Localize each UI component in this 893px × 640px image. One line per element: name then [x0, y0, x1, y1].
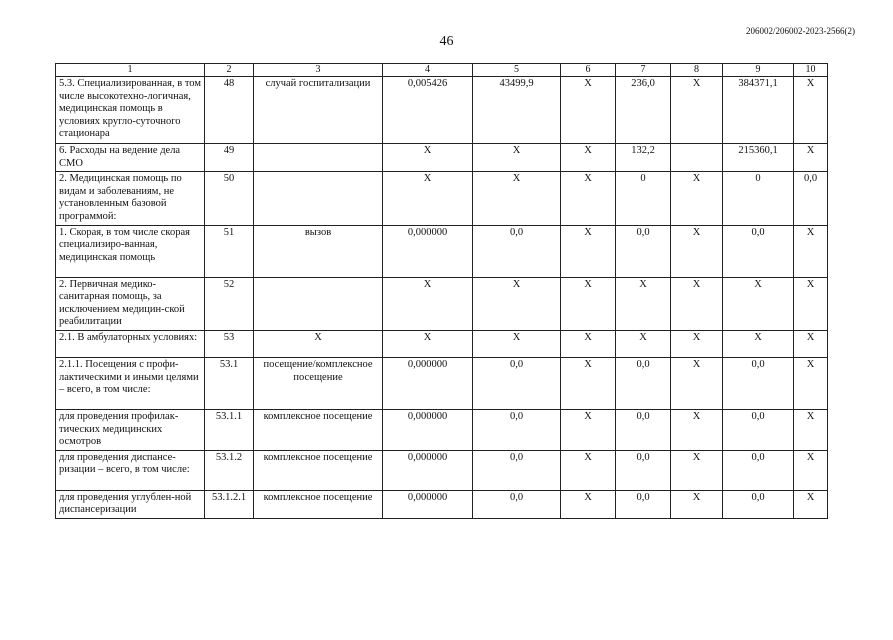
table-cell: 0,0	[473, 409, 561, 450]
page-number: 46	[439, 34, 454, 49]
table-cell: 0,0	[616, 409, 671, 450]
table-cell: Х	[794, 409, 828, 450]
table-cell: Х	[561, 77, 616, 144]
table-cell: Х	[254, 330, 383, 357]
table-cell: 0,0	[616, 357, 671, 409]
col-header: 7	[616, 64, 671, 77]
table-cell: 0,000000	[383, 225, 473, 277]
table-cell: комплексное посещение	[254, 409, 383, 450]
document-id: 206002/206002-2023-2566(2)	[746, 26, 855, 36]
table-cell: Х	[473, 277, 561, 330]
table-cell: Х	[794, 357, 828, 409]
table-row	[56, 277, 828, 330]
row-label-cell: 2. Медицинская помощь по видам и заболеваниям, не установленным базовой программой:	[56, 172, 205, 225]
table-cell: Х	[561, 490, 616, 518]
table-cell: 53.1.1	[205, 409, 254, 450]
table-cell: 0,000000	[383, 357, 473, 409]
table-cell: посещение/комплексное посещение	[254, 357, 383, 409]
table-cell: Х	[561, 409, 616, 450]
col-header: 1	[56, 64, 205, 77]
table-cell: Х	[616, 277, 671, 330]
table-cell: 0,0	[794, 172, 828, 225]
table-cell: Х	[671, 490, 723, 518]
table-cell: случай госпитализации	[254, 77, 383, 144]
table-cell	[254, 172, 383, 225]
table-cell: 0,0	[723, 450, 794, 490]
row-label-cell: 6. Расходы на ведение дела СМО	[56, 144, 205, 172]
col-header: 9	[723, 64, 794, 77]
table-cell: 43499,9	[473, 77, 561, 144]
table-cell: 0,0	[723, 409, 794, 450]
table-cell: 236,0	[616, 77, 671, 144]
col-header: 10	[794, 64, 828, 77]
table-cell: Х	[383, 172, 473, 225]
table-cell: 0,0	[473, 225, 561, 277]
table-cell: Х	[473, 144, 561, 172]
table-cell: Х	[561, 357, 616, 409]
table-cell: Х	[671, 450, 723, 490]
col-header: 3	[254, 64, 383, 77]
table-row	[56, 172, 828, 225]
row-label-cell: для проведения диспансе-ризации – всего, в том числе:	[56, 450, 205, 490]
table-cell: 215360,1	[723, 144, 794, 172]
col-header: 8	[671, 64, 723, 77]
table-cell: Х	[561, 225, 616, 277]
table-cell: 0,0	[723, 225, 794, 277]
table-cell: Х	[794, 450, 828, 490]
table-cell: комплексное посещение	[254, 490, 383, 518]
table-cell: 0,0	[473, 450, 561, 490]
table-cell: 0,0	[473, 357, 561, 409]
table-cell: Х	[473, 172, 561, 225]
table-row	[56, 357, 828, 409]
table-cell: 53.1.2.1	[205, 490, 254, 518]
table-cell: 53.1	[205, 357, 254, 409]
table-cell: 52	[205, 277, 254, 330]
table-cell: вызов	[254, 225, 383, 277]
table-cell: Х	[794, 225, 828, 277]
table-cell: комплексное посещение	[254, 450, 383, 490]
table-cell: Х	[671, 357, 723, 409]
data-table	[55, 63, 828, 519]
table-cell: 50	[205, 172, 254, 225]
table-cell: Х	[723, 277, 794, 330]
table-cell: 51	[205, 225, 254, 277]
table-cell: 0,000000	[383, 409, 473, 450]
table-cell: Х	[671, 172, 723, 225]
column-number-row	[56, 64, 828, 77]
table-cell: 0,0	[616, 450, 671, 490]
table-cell	[254, 277, 383, 330]
table-cell: 132,2	[616, 144, 671, 172]
table-cell: Х	[794, 330, 828, 357]
table-cell: Х	[616, 330, 671, 357]
table-cell: Х	[794, 144, 828, 172]
row-label-cell: 2.1. В амбулаторных условиях:	[56, 330, 205, 357]
table-cell: 48	[205, 77, 254, 144]
row-label-cell: для проведения углублен-ной диспансеризации	[56, 490, 205, 518]
table-cell: Х	[794, 490, 828, 518]
table-cell: Х	[561, 277, 616, 330]
row-label-cell: для проведения профилак-тических медицинских осмотров	[56, 409, 205, 450]
table-cell: 53	[205, 330, 254, 357]
table-row	[56, 77, 828, 144]
table-row	[56, 330, 828, 357]
col-header: 4	[383, 64, 473, 77]
table-cell: Х	[671, 409, 723, 450]
col-header: 6	[561, 64, 616, 77]
row-label-cell: 2.1.1. Посещения с профи-лактическими и иными целями – всего, в том числе:	[56, 357, 205, 409]
table-cell: Х	[383, 330, 473, 357]
table-row	[56, 225, 828, 277]
table-row	[56, 490, 828, 518]
table-cell: 0	[723, 172, 794, 225]
table-cell: Х	[383, 144, 473, 172]
row-label-cell: 5.3. Специализированная, в том числе высокотехно-логичная, медицинская помощь в условиях кругло-суточного стационара	[56, 77, 205, 144]
table-row	[56, 144, 828, 172]
table-cell	[671, 144, 723, 172]
table-cell: Х	[671, 277, 723, 330]
table-cell: 0,0	[616, 225, 671, 277]
row-label-cell: 1. Скорая, в том числе скорая специализиро-ванная, медицинская помощь	[56, 225, 205, 277]
table-cell: 49	[205, 144, 254, 172]
table-cell: Х	[794, 277, 828, 330]
table-cell: 0,0	[723, 490, 794, 518]
table-row	[56, 409, 828, 450]
table-cell: Х	[383, 277, 473, 330]
table-row	[56, 450, 828, 490]
table-cell	[254, 144, 383, 172]
table-cell: 0,000000	[383, 490, 473, 518]
table-cell: 53.1.2	[205, 450, 254, 490]
table-cell: 0,005426	[383, 77, 473, 144]
table-cell: Х	[561, 450, 616, 490]
table-cell: Х	[561, 144, 616, 172]
table-cell: Х	[794, 77, 828, 144]
table-cell: Х	[561, 330, 616, 357]
table-cell: Х	[561, 172, 616, 225]
table-cell: Х	[671, 225, 723, 277]
table-cell: Х	[671, 330, 723, 357]
table-cell: Х	[671, 77, 723, 144]
row-label-cell: 2. Первичная медико-санитарная помощь, за исключением медицин-ской реабилитации	[56, 277, 205, 330]
table-cell: 0,000000	[383, 450, 473, 490]
table-cell: 0,0	[616, 490, 671, 518]
table-cell: 0,0	[723, 357, 794, 409]
table-cell: 384371,1	[723, 77, 794, 144]
table-cell: Х	[723, 330, 794, 357]
table-cell: 0,0	[473, 490, 561, 518]
col-header: 2	[205, 64, 254, 77]
table-cell: 0	[616, 172, 671, 225]
col-header: 5	[473, 64, 561, 77]
table-cell: Х	[473, 330, 561, 357]
